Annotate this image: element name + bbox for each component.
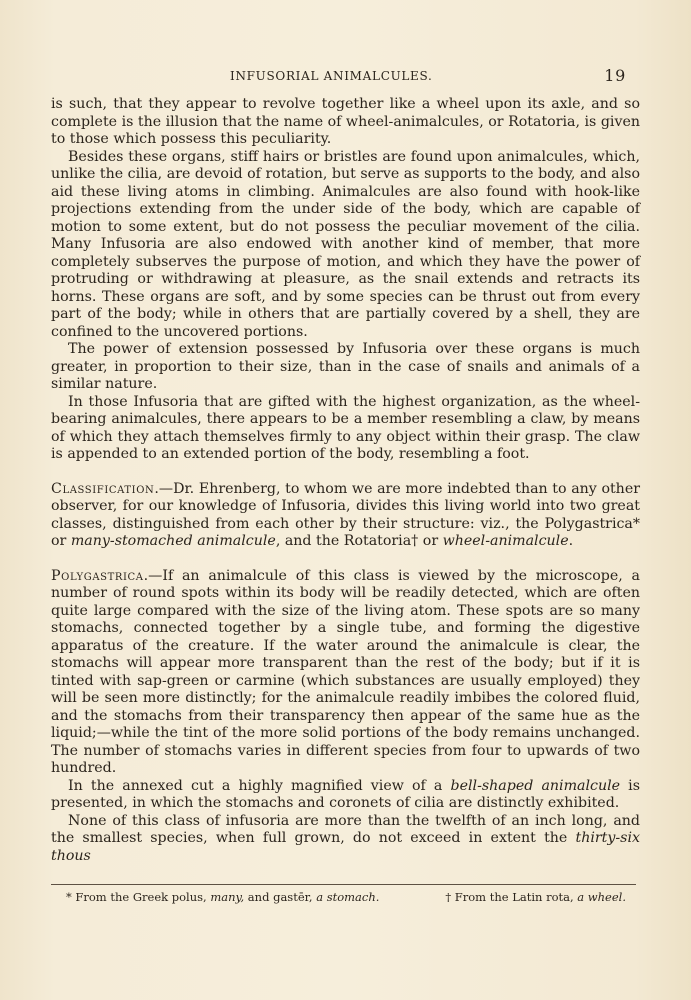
footnote-latin-text: From the Latin rota, xyxy=(451,890,578,904)
annexed-italic: bell-shaped animalcule xyxy=(450,777,621,794)
page-header xyxy=(230,66,630,86)
footnote-latin-italic: a wheel. xyxy=(577,890,626,904)
annexed-text-2: is presented, in which the stomachs and coronets of cilia are distinctly exhibited. xyxy=(51,777,640,811)
classification-italic-1: many-stomached animalcule xyxy=(70,533,276,549)
footnote-latin xyxy=(445,890,626,904)
footnote-mark-dagger: † xyxy=(445,890,452,904)
classification-text-3: . xyxy=(568,533,574,549)
paragraph-annexed-cut xyxy=(51,778,640,813)
page-body xyxy=(51,96,640,865)
size-text-1: None of this class of infusoria are more than the twelfth of an inch long, and the smallest species, when full grown, do not exceed in extent the xyxy=(51,812,640,846)
polygastrica-section xyxy=(51,568,640,778)
footnote-greek-text-1: From the Greek polus, xyxy=(71,890,211,904)
running-title: INFUSORIAL ANIMALCULES. xyxy=(230,69,433,83)
page-number: 19 xyxy=(604,66,626,85)
paragraph-extension: The power of extension possessed by Infusoria over these organs is much greater, in proportion to their size, than in the case of snails and animals of a similar nature. xyxy=(51,341,640,392)
paragraph-claw: In those Infusoria that are gifted with the highest organization, as the wheel-bearing animalcules, there appears to be a member resembling a claw, by means of which they attach themselves firmly to any object within their grasp. The claw is appended to an extended portion of the body, resembling a foot. xyxy=(51,393,640,462)
annexed-text-1: In the annexed cut a highly magnified view of a xyxy=(68,777,451,794)
classification-text-1: .—Dr. Ehrenberg, to whom we are more indebted than to any other observer, for our knowledge of Infusoria, divides this living world into two great classes, distinguished from each other by their structure: viz., the Polygastrica* or xyxy=(51,480,640,549)
polygastrica-heading: Polygastrica xyxy=(51,567,144,584)
classification-text-2: , and the Rotatoria† or xyxy=(275,533,443,549)
classification-section xyxy=(51,481,640,551)
paragraph-organs: Besides these organs, stiff hairs or bristles are found upon animalcules, which, unlike the cilia, are devoid of rotation, but serve as supports to the body, and also aid these living atoms in climbing. Animalcules are also found with hook-like projections extending from the under side of the body, which are capable of motion to some extent, but do not possess the peculiar movement of the cilia. Many Infusoria are also endowed with another kind of member, that more completely subserves the purpose of motion, and which they have the power of protruding or withdrawing at pleasure, as the snail extends and retracts its horns. These organs are soft, and by some species can be thrust out from every part of the body; while in others that are partially covered by a shell, they are confined to the uncovered portions. xyxy=(51,148,640,340)
classification-italic-2: wheel-animalcule xyxy=(442,533,569,549)
classification-heading: Classification xyxy=(51,480,155,497)
footnotes xyxy=(66,890,626,904)
paragraph-continuation: is such, that they appear to revolve together like a wheel upon its axle, and so complete is the illusion that the name of wheel-animalcules, or Rotatoria, is given to those which possess this peculiarity. xyxy=(51,96,640,147)
footnote-greek-italic-2: a stomach. xyxy=(316,890,380,904)
polygastrica-text: .—If an animalcule of this class is viewed by the microscope, a number of round spots within its body will be readily detected, which are often quite large compared with the size of the living atom. These spots are so many stomachs, connected together by a single tube, and forming the digestive apparatus of the creature. If the water around the animalcule is clear, the stomachs will appear more transparent than the rest of the body; but if it is tinted with sap-green or carmine (which substances are usually employed) they will be seen more distinctly; for the animalcule readily imbibes the colored fluid, and the stomachs from their transparency then appear of the same hue as the liquid;—while the tint of the more solid portions of the body remains unchanged. The number of stomachs varies in different species from four to upwards of two hundred. xyxy=(51,567,640,776)
footnote-rule xyxy=(51,884,636,885)
footnote-mark-asterisk: * xyxy=(66,890,72,904)
footnote-greek-italic-1: many, xyxy=(210,890,245,904)
footnote-greek xyxy=(66,890,379,904)
footnote-greek-text-2: and gastēr, xyxy=(244,890,317,904)
size-italic: thirty-six thous xyxy=(51,830,640,864)
paragraph-size xyxy=(51,813,640,866)
